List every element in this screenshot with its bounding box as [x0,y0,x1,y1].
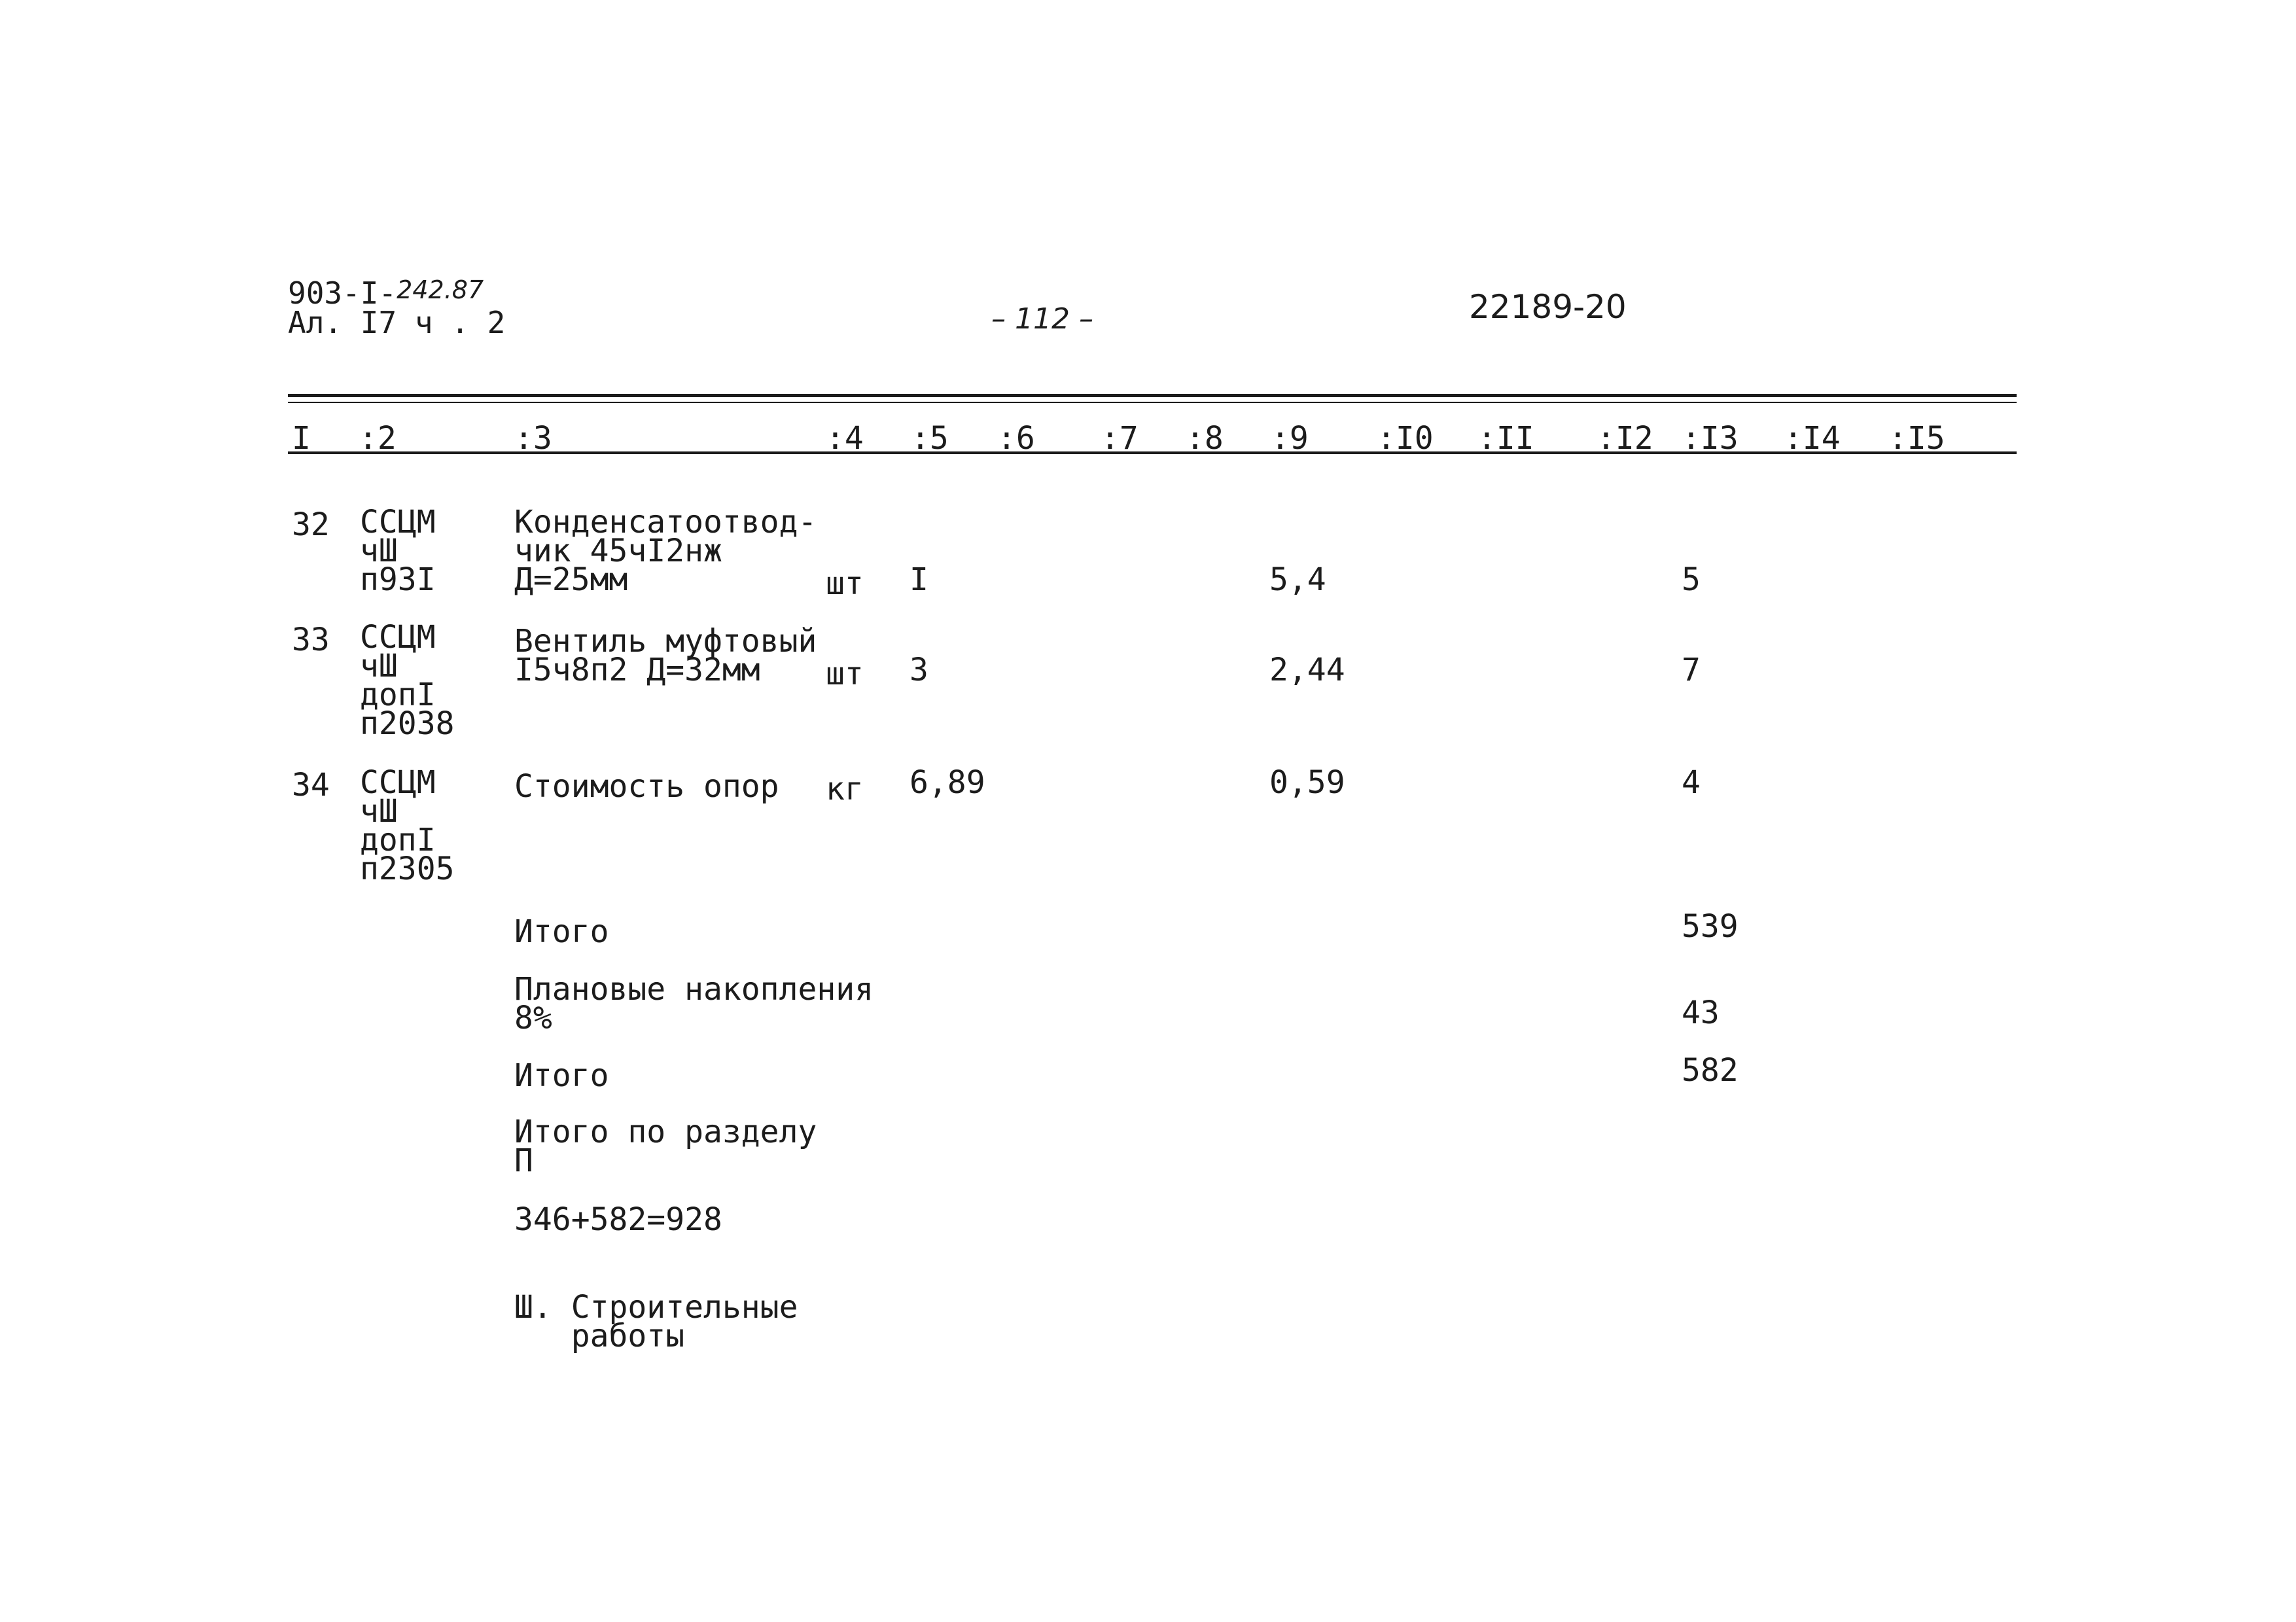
page-number: – 112 – [991,302,1093,336]
row-33-unit: шт [826,656,864,692]
doc-code-print: 903-I- [288,275,397,311]
planned-savings-value: 43 [1682,995,1720,1031]
row-33-name: Вентиль муфтовый I5ч8п2 Д=32мм [514,623,817,688]
row-33-total: 7 [1682,652,1701,688]
col-1: I [292,420,311,457]
col-15: :I5 [1888,420,1945,457]
row-34-qty: 6,89 [910,764,985,801]
col-9: :9 [1271,420,1309,457]
row-33-qty: 3 [910,652,928,688]
album-part: Ал. I7 ч . 2 [288,305,506,340]
row-33-code: ССЦМ чШ допI п2038 [360,619,455,742]
row-34-num: 34 [292,767,330,803]
total-label: Итого [514,1057,609,1094]
col-8: :8 [1186,420,1224,457]
section-sum-formula: 346+582=928 [514,1201,722,1238]
row-32-total: 5 [1682,561,1701,598]
row-32-unit: шт [826,565,864,602]
col-7: :7 [1101,420,1139,457]
col-12: :I2 [1597,420,1653,457]
row-34-unit: кг [826,771,864,807]
col-6: :6 [997,420,1035,457]
col-14: :I4 [1784,420,1841,457]
top-rule-thin [288,402,2017,403]
row-34-total: 4 [1682,764,1701,801]
total-value: 582 [1682,1052,1739,1089]
col-3: :3 [514,420,552,457]
top-rule [288,394,2017,397]
col-2: :2 [359,420,397,457]
row-32-num: 32 [292,506,330,543]
row-32-code: ССЦМ чШ п93I [360,504,436,598]
section-total-label: Итого по разделу П [514,1114,817,1179]
row-34-price: 0,59 [1269,764,1345,801]
row-33-num: 33 [292,622,330,658]
col-10: :I0 [1377,420,1434,457]
doc-code-handwritten: 242.87 [397,275,484,304]
row-32-name: Конденсатоотвод- чик 45чI2нж Д=25мм [514,504,817,598]
row-34-name: Стоимость опор [514,768,779,805]
subtotal-value: 539 [1682,908,1739,945]
doc-code [288,275,484,311]
sheet-code: 22189-20 [1469,288,1627,326]
subtotal-label: Итого [514,913,609,950]
col-5: :5 [911,420,949,457]
row-32-price: 5,4 [1269,561,1326,598]
row-32-qty: I [910,561,928,598]
row-34-code: ССЦМ чШ допI п2305 [360,764,455,887]
col-4: :4 [826,420,864,457]
col-11: :II [1477,420,1534,457]
planned-savings-label: Плановые накопления 8% [514,971,874,1036]
section-heading-construction: Ш. Строительные работы [514,1289,798,1354]
row-33-price: 2,44 [1269,652,1345,688]
col-13: :I3 [1682,420,1739,457]
